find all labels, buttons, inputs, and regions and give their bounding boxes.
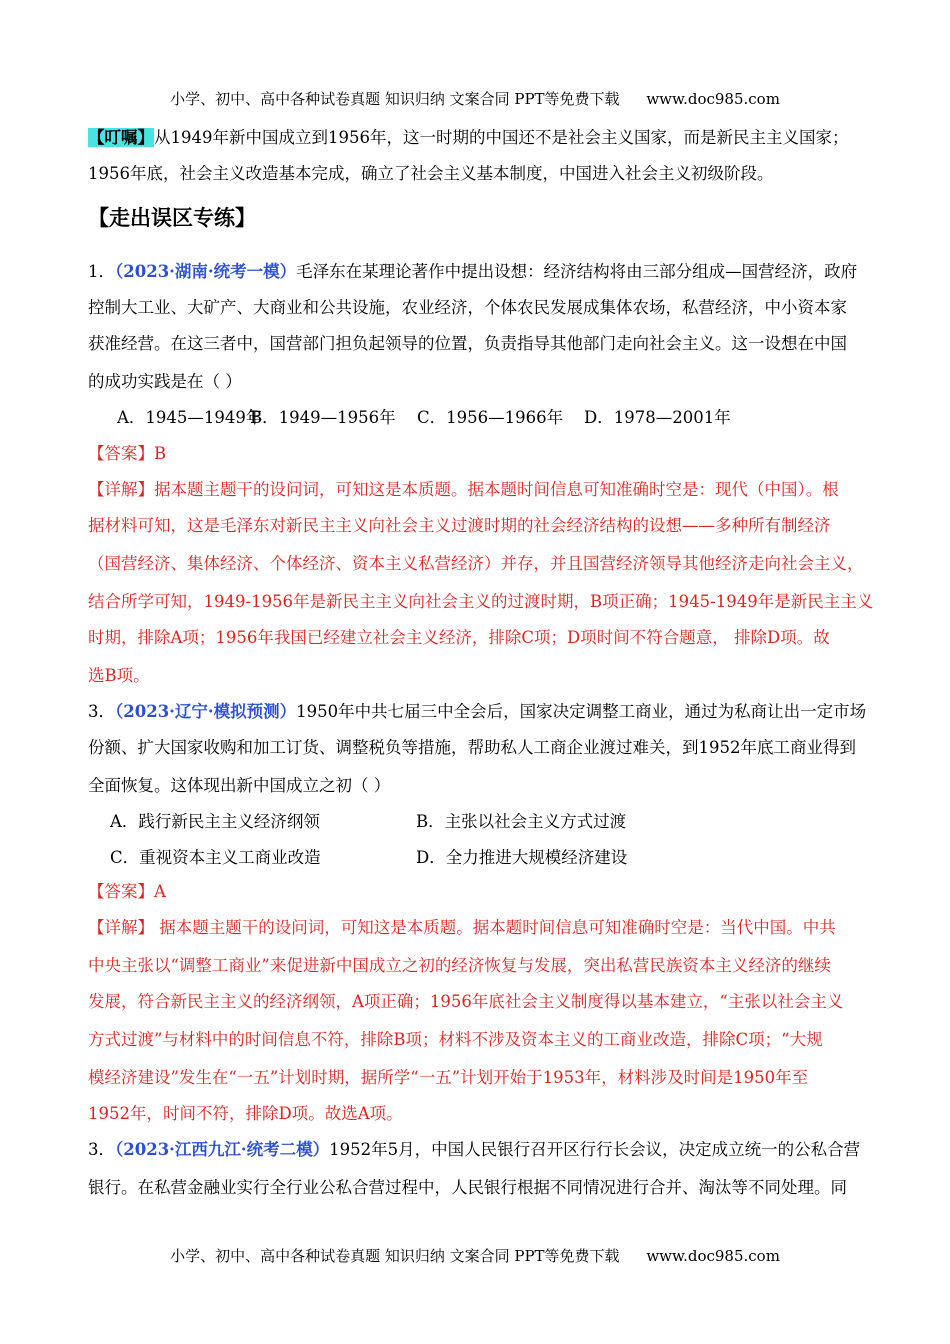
section-title: 【走出误区专练】 xyxy=(88,206,256,230)
q2-detail-line-2: 中央主张以“调整工商业”来促进新中国成立之初的经济恢复与发展，突出私营民族资本主义经济的继续 xyxy=(88,956,831,975)
footer-url: www.doc985.com xyxy=(646,1247,780,1265)
q1-stem-line-1: 1．（2023·湖南·统考一模）毛泽东在某理论著作中提出设想：经济结构将由三部分组成—国营经济，政府 xyxy=(88,262,858,281)
q1-stem-line-4: 的成功实践是在（ ） xyxy=(88,372,242,391)
q2-detail-line-6: 1952年，时间不符，排除D项。故选A项。 xyxy=(88,1104,403,1123)
q2-option-d: D．全力推进大规模经济建设 xyxy=(416,848,628,867)
q1-detail-line-1: 【详解】据本题主题干的设问词，可知这是本质题。据本题时间信息可知准确时空是：现代（中国）。根 xyxy=(88,480,839,499)
q1-option-a: A．1945—1949年 xyxy=(117,408,263,427)
q1-source: （2023·湖南·统考一模） xyxy=(115,262,297,281)
footer-text: 小学、初中、高中各种试卷真题 知识归纳 文案合同 PPT等免费下载 xyxy=(170,1247,620,1265)
q2-source: （2023·辽宁·模拟预测） xyxy=(115,702,297,721)
q1-option-c: C．1956—1966年 xyxy=(417,408,564,427)
q1-detail-line-5: 时期，排除A项；1956年我国已经建立社会主义经济，排除C项；D项时间不符合题意， 排除D项。故 xyxy=(88,628,830,647)
q1-detail-line-4: 结合所学可知，1949-1956年是新民主主义向社会主义的过渡时期，B项正确；1945-1949年是新民主主义 xyxy=(88,592,874,611)
q1-stem-line-2: 控制大工业、大矿产、大商业和公共设施，农业经济，个体农民发展成集体农场，私营经济，中小资本家 xyxy=(88,298,847,317)
q2-answer: 【答案】A xyxy=(88,882,166,901)
page-footer xyxy=(0,1245,950,1266)
q1-stem-line-3: 获准经营。在这三者中，国营部门担负起领导的位置，负责指导其他部门走向社会主义。这一设想在中国 xyxy=(88,334,847,353)
q1-detail-line-3: （国营经济、集体经济、个体经济、资本主义私营经济）并存，并且国营经济领导其他经济走向社会主义， xyxy=(88,554,864,573)
q1-option-b: B．1949—1956年 xyxy=(250,408,396,427)
q2-stem-line-2: 份额、扩大国家收购和加工订货、调整税负等措施，帮助私人工商企业渡过难关，到1952年底工商业得到 xyxy=(88,738,856,757)
q2-detail-line-3: 发展，符合新民主主义的经济纲领，A项正确；1956年底社会主义制度得以基本建立，“主张以社会主义 xyxy=(88,992,844,1011)
page-header xyxy=(0,88,950,109)
q2-stem-line-1: 3．（2023·辽宁·模拟预测）1950年中共七届三中全会后，国家决定调整工商业，通过为私商让出一定市场 xyxy=(88,702,867,721)
q1-answer: 【答案】B xyxy=(88,444,167,463)
q2-option-c: C．重视资本主义工商业改造 xyxy=(110,848,321,867)
q3-stem-line-1: 3．（2023·江西九江·统考二模）1952年5月，中国人民银行召开区行行长会议，决定成立统一的公私合营 xyxy=(88,1140,861,1159)
note-tag: 【叮嘱】 xyxy=(88,128,154,147)
header-text: 小学、初中、高中各种试卷真题 知识归纳 文案合同 PPT等免费下载 xyxy=(170,90,620,108)
note-line-2: 1956年底，社会主义改造基本完成，确立了社会主义基本制度，中国进入社会主义初级阶段。 xyxy=(88,164,774,183)
q2-option-b: B．主张以社会主义方式过渡 xyxy=(416,812,627,831)
q2-detail-line-5: 模经济建设”发生在“一五”计划时期，据所学“一五”计划开始于1953年，材料涉及时间是1950年至 xyxy=(88,1068,809,1087)
note-line-1: 【叮嘱】从1949年新中国成立到1956年，这一时期的中国还不是社会主义国家，而是新民主主义国家； xyxy=(88,128,849,147)
q1-option-d: D．1978—2001年 xyxy=(584,408,731,427)
q2-detail-line-1: 【详解】 据本题主题干的设问词，可知这是本质题。据本题时间信息可知准确时空是：当代中国。中共 xyxy=(88,918,836,937)
q3-stem-line-2: 银行。在私营金融业实行全行业公私合营过程中，人民银行根据不同情况进行合并、淘汰等不同处理。同 xyxy=(88,1178,847,1197)
q1-detail-line-2: 据材料可知，这是毛泽东对新民主主义向社会主义过渡时期的社会经济结构的设想——多种所有制经济 xyxy=(88,516,831,535)
q2-option-a: A．践行新民主主义经济纲领 xyxy=(110,812,320,831)
q2-stem-line-3: 全面恢复。这体现出新中国成立之初（ ） xyxy=(88,776,391,795)
q1-detail-line-6: 选B项。 xyxy=(88,666,150,685)
q2-detail-line-4: 方式过渡”与材料中的时间信息不符，排除B项；材料不涉及资本主义的工商业改造，排除C项；“大规 xyxy=(88,1030,823,1049)
header-url: www.doc985.com xyxy=(646,90,780,108)
q3-source: （2023·江西九江·统考二模） xyxy=(115,1140,330,1159)
